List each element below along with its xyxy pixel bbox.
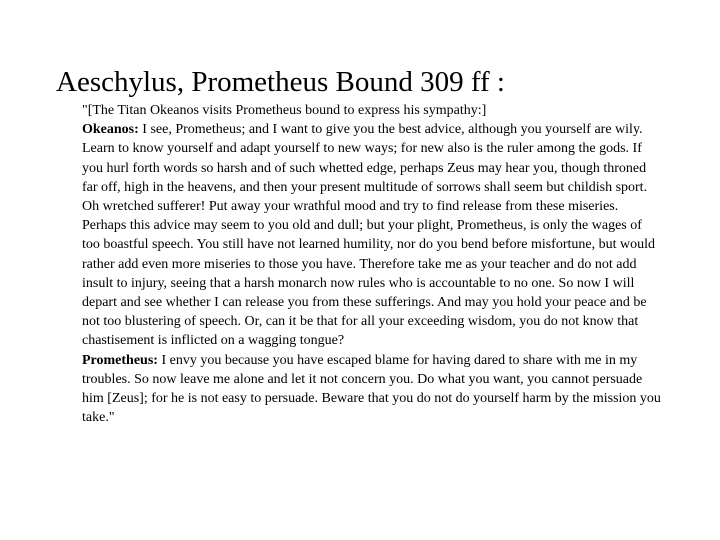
speaker-prometheus: Prometheus: xyxy=(82,352,158,368)
speech-okeanos-text: I see, Prometheus; and I want to give you the best advice, although you yourself are wily. Learn to know yourself and adapt yourself to new ways; for new also is the ruler among the gods. If you hurl forth words so harsh and of such whetted edge, perhaps Zeus may hear you, though throned far off, high in the heavens, and then your present multitude of sorrows shall seem but childish sport. Oh wretched sufferer! Put away your wrathful mood and try to find release from these miseries. Perhaps this advice may seem to you old and dull; but your plight, Prometheus, is only the wages of too boastful speech. You still have not learned humility, nor do you bend before misfortune, but would rather add even more miseries to those you have. Therefore take me as your teacher and do not add insult to injury, seeing that a harsh monarch now rules who is accountable to no one. So now I will depart and see whether I can release you from these sufferings. And may you hold your peace and be not too blustering of speech. Or, can it be that for all your exceeding wisdom, you do not know that chastisement is inflicted on a wagging tongue? xyxy=(82,122,656,349)
intro-line: "[The Titan Okeanos visits Prometheus bound to express his sympathy:] xyxy=(82,103,487,118)
speech-prometheus xyxy=(82,351,662,428)
speaker-okeanos: Okeanos: xyxy=(82,122,139,138)
quotation-text xyxy=(82,101,662,427)
speech-okeanos xyxy=(82,120,662,350)
slide-title: Aeschylus, Prometheus Bound 309 ff : xyxy=(56,66,505,98)
speech-prometheus-text: I envy you because you have escaped blame for having dared to share with me in my troubles. So now leave me alone and let it not concern you. Do what you want, you cannot persuade him [Zeus]; for he is not easy to persuade. Beware that you do not do yourself harm by the mission you take." xyxy=(82,352,661,426)
